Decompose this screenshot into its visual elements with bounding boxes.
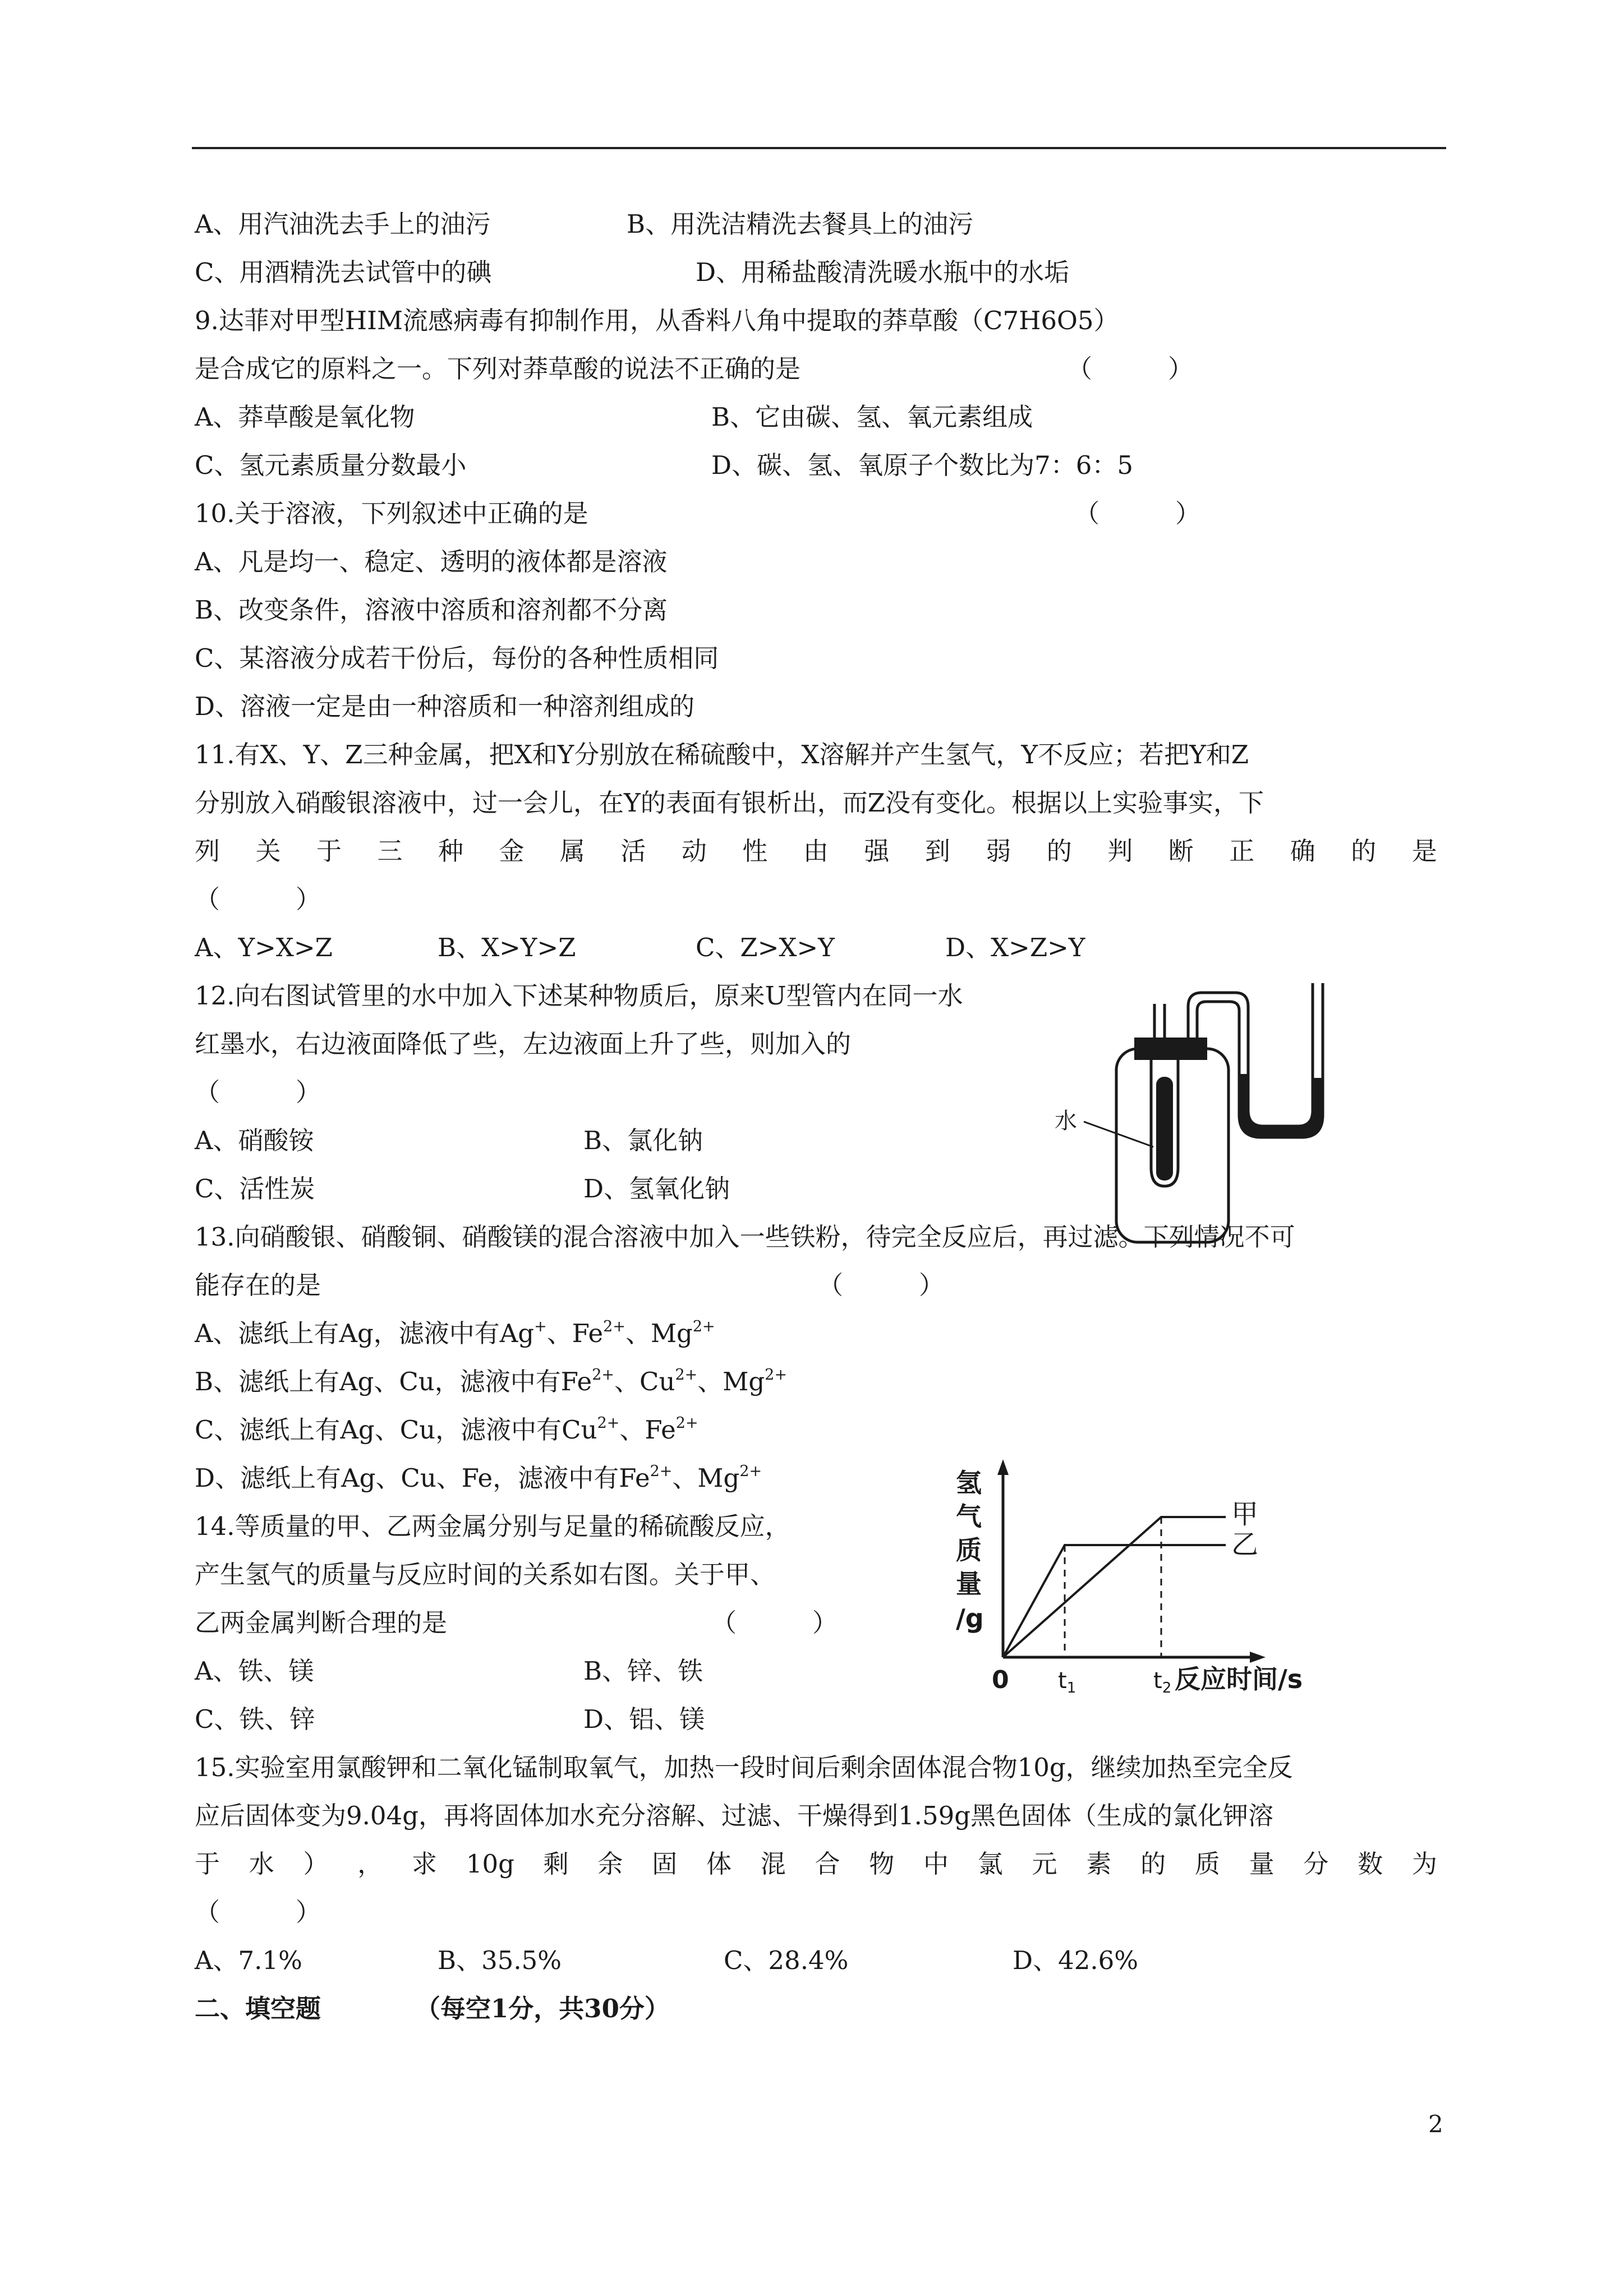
stem-char: 活 bbox=[620, 836, 646, 866]
q12-option-a: A、硝酸铵 bbox=[195, 1126, 314, 1155]
tick-label-t1: $t_1$ bbox=[1058, 1668, 1076, 1696]
stem-char: 的 bbox=[1140, 1849, 1166, 1879]
stem-char: 物 bbox=[869, 1849, 895, 1879]
y-axis-label-char-5: /g bbox=[956, 1603, 984, 1634]
stem-char: 水 bbox=[249, 1849, 274, 1879]
series-jia-label: 甲 bbox=[1231, 1499, 1259, 1530]
stem-char: ， bbox=[357, 1849, 383, 1879]
q13-answer-paren: （ ） bbox=[818, 1270, 945, 1300]
q9-answer-paren: （ ） bbox=[1067, 354, 1194, 384]
q9-stem-line2: 是合成它的原料之一。下列对莽草酸的说法不正确的是 bbox=[195, 354, 801, 384]
q13-option-a: A、滤纸上有Ag，滤液中有Ag+、$Fe^{2+}$、$Mg^{2+}$ bbox=[195, 1318, 715, 1348]
stem-char: 种 bbox=[438, 836, 463, 866]
stem-char: 关 bbox=[255, 836, 281, 866]
q11-stem-line3 bbox=[195, 835, 1437, 868]
y-axis-label-char-1: 氢 bbox=[956, 1468, 982, 1498]
y-axis-arrow bbox=[997, 1459, 1009, 1475]
series-jia-line bbox=[1003, 1517, 1226, 1657]
q11-option-c: C、Z>X>Y bbox=[696, 933, 835, 962]
q14-stem-line2: 产生氢气的质量与反应时间的关系如右图。关于甲、 bbox=[195, 1560, 776, 1589]
test-tube-water bbox=[1156, 1077, 1173, 1181]
q11-answer-paren: （ ） bbox=[195, 884, 321, 914]
q10-option-c: C、某溶液分成若干份后，每份的各种性质相同 bbox=[195, 643, 719, 673]
stem-char: 数 bbox=[1358, 1849, 1383, 1879]
q10-answer-paren: （ ） bbox=[1074, 499, 1201, 528]
q8-option-b: B、用洗洁精洗去餐具上的油污 bbox=[627, 209, 974, 239]
stem-char: 为 bbox=[1411, 1849, 1437, 1879]
q13-option-b: B、滤纸上有Ag、Cu，滤液中有$Fe^{2+}$、$Cu^{2+}$、$Mg^{2+}$ bbox=[195, 1366, 787, 1396]
stem-char: 合 bbox=[815, 1849, 840, 1879]
stem-char: ） bbox=[303, 1849, 329, 1879]
q14-option-a: A、铁、镁 bbox=[195, 1656, 314, 1686]
stem-char: 混 bbox=[760, 1849, 786, 1879]
stem-char: 确 bbox=[1290, 836, 1315, 866]
q9-option-c: C、氢元素质量分数最小 bbox=[195, 450, 467, 480]
y-axis-label-char-4: 量 bbox=[956, 1569, 982, 1599]
q12-option-d: D、氢氧化钠 bbox=[583, 1174, 730, 1204]
stem-char: 由 bbox=[803, 836, 829, 866]
q13-stem-line2: 能存在的是 bbox=[195, 1270, 321, 1300]
q12-answer-paren: （ ） bbox=[195, 1077, 321, 1107]
q13-stem-line1: 13.向硝酸银、硝酸铜、硝酸镁的混合溶液中加入一些铁粉，待完全反应后，再过滤。下列情况不可 bbox=[195, 1222, 1295, 1252]
header-rule bbox=[192, 147, 1446, 149]
q11-option-a: A、Y>X>Z bbox=[195, 933, 333, 962]
stem-char: 判 bbox=[1107, 836, 1133, 866]
tick-label-t2: $t_2$ bbox=[1153, 1668, 1172, 1696]
water-label: 水 bbox=[1055, 1108, 1077, 1134]
stem-char: 正 bbox=[1229, 836, 1255, 866]
stem-char: 求 bbox=[412, 1849, 438, 1879]
q9-stem-line1: 9.达菲对甲型HIM流感病毒有抑制作用，从香料八角中提取的莽草酸（C7H6O5） bbox=[195, 306, 1119, 335]
stem-char: 分 bbox=[1303, 1849, 1329, 1879]
stem-char: 于 bbox=[195, 1849, 220, 1879]
q14-answer-paren: （ ） bbox=[711, 1608, 838, 1638]
q8-option-d: D、用稀盐酸清洗暖水瓶中的水垢 bbox=[696, 257, 1070, 287]
stem-char: 剩 bbox=[543, 1849, 569, 1879]
stem-char: 质 bbox=[1194, 1849, 1220, 1879]
q8-option-a: A、用汽油洗去手上的油污 bbox=[195, 209, 491, 239]
stem-char: 到 bbox=[924, 836, 950, 866]
stem-char: 固 bbox=[652, 1849, 678, 1879]
q11-option-d: D、X>Z>Y bbox=[945, 933, 1085, 962]
q15-stem-line3 bbox=[195, 1847, 1437, 1881]
red-ink-liquid bbox=[1239, 1074, 1323, 1137]
stem-char: 弱 bbox=[986, 836, 1011, 866]
series-yi-line bbox=[1003, 1545, 1226, 1657]
stem-char: 量 bbox=[1249, 1849, 1275, 1879]
x-axis-label: 反应时间/s bbox=[1175, 1664, 1303, 1694]
q15-option-d: D、42.6% bbox=[1013, 1945, 1139, 1975]
stem-char: 三 bbox=[377, 836, 403, 866]
stem-char: 中 bbox=[923, 1849, 949, 1879]
stem-char: 性 bbox=[742, 836, 768, 866]
q9-option-d: D、碳、氢、氧原子个数比为7：6：5 bbox=[711, 450, 1133, 480]
q12-stem-line2: 红墨水，右边液面降低了些，左边液面上升了些，则加入的 bbox=[195, 1029, 852, 1059]
origin-label: 0 bbox=[992, 1666, 1009, 1694]
q12-option-c: C、活性炭 bbox=[195, 1174, 315, 1204]
q15-stem-line2: 应后固体变为9.04g，再将固体加水充分溶解、过滤、干燥得到1.59g黑色固体（生成的氯化钾溶 bbox=[195, 1801, 1274, 1831]
u-tube bbox=[1239, 983, 1323, 1137]
stem-char: 是 bbox=[1411, 836, 1437, 866]
q11-option-b: B、X>Y>Z bbox=[438, 933, 576, 962]
q10-stem: 10.关于溶液，下列叙述中正确的是 bbox=[195, 499, 588, 528]
q8-option-c: C、用酒精洗去试管中的碘 bbox=[195, 257, 492, 287]
q12-option-b: B、氯化钠 bbox=[583, 1126, 703, 1155]
q14-option-b: B、锌、铁 bbox=[583, 1656, 703, 1686]
y-axis-label-char-2: 气 bbox=[956, 1501, 982, 1532]
q11-stem-line1: 11.有X、Y、Z三种金属，把X和Y分别放在稀硫酸中，X溶解并产生氢气，Y不反应；若把Y和Z bbox=[195, 740, 1249, 769]
stem-char: 素 bbox=[1086, 1849, 1112, 1879]
q12-stem-line1: 12.向右图试管里的水中加入下述某种物质后，原来U型管内在同一水 bbox=[195, 981, 963, 1011]
q9-option-b: B、它由碳、氢、氧元素组成 bbox=[711, 402, 1033, 432]
stem-char: 余 bbox=[597, 1849, 623, 1879]
stem-char: 氯 bbox=[977, 1849, 1003, 1879]
stem-char: 动 bbox=[681, 836, 707, 866]
q9-option-a: A、莽草酸是氧化物 bbox=[195, 402, 415, 432]
stem-char: 属 bbox=[559, 836, 585, 866]
stem-char: 金 bbox=[499, 836, 525, 866]
stem-char: 断 bbox=[1168, 836, 1194, 866]
stem-char: 列 bbox=[195, 836, 220, 866]
q15-answer-paren: （ ） bbox=[195, 1897, 321, 1927]
q14-stem-line1: 14.等质量的甲、乙两金属分别与足量的稀硫酸反应， bbox=[195, 1511, 790, 1541]
q15-stem-line1: 15.实验室用氯酸钾和二氧化锰制取氧气，加热一段时间后剩余固体混合物10g，继续加热至完全反 bbox=[195, 1753, 1293, 1782]
section-2-note: （每空1分，共30分） bbox=[415, 1994, 670, 2023]
q13-option-c: C、滤纸上有Ag、Cu，滤液中有$Cu^{2+}$、$Fe^{2+}$ bbox=[195, 1414, 698, 1445]
q15-option-c: C、28.4% bbox=[724, 1945, 849, 1975]
stem-char: 的 bbox=[1046, 836, 1072, 866]
q14-stem-line3: 乙两金属判断合理的是 bbox=[195, 1608, 448, 1638]
section-2-title: 二、填空题 bbox=[195, 1994, 321, 2023]
q15-option-b: B、35.5% bbox=[438, 1945, 562, 1975]
q11-stem-line2: 分别放入硝酸银溶液中，过一会儿，在Y的表面有银析出，而Z没有变化。根据以上实验事实，下 bbox=[195, 788, 1264, 818]
hydrogen-mass-chart bbox=[954, 1453, 1346, 1716]
q14-option-d: D、铝、镁 bbox=[583, 1704, 705, 1734]
q15-option-a: A、7.1% bbox=[195, 1945, 302, 1975]
stem-char: 10g bbox=[466, 1849, 514, 1879]
y-axis-label-char-3: 质 bbox=[956, 1535, 982, 1565]
stem-char: 于 bbox=[316, 836, 342, 866]
q10-option-b: B、改变条件，溶液中溶质和溶剂都不分离 bbox=[195, 595, 668, 625]
q10-option-a: A、凡是均一、稳定、透明的液体都是溶液 bbox=[195, 547, 668, 577]
q10-option-d: D、溶液一定是由一种溶质和一种溶剂组成的 bbox=[195, 691, 695, 721]
q13-option-d: D、滤纸上有Ag、Cu、Fe，滤液中有$Fe^{2+}$、$Mg^{2+}$ bbox=[195, 1463, 762, 1493]
q14-option-c: C、铁、锌 bbox=[195, 1704, 315, 1734]
page-number: 2 bbox=[1428, 2110, 1443, 2138]
stem-char: 元 bbox=[1032, 1849, 1057, 1879]
stem-char: 的 bbox=[1351, 836, 1377, 866]
x-axis-arrow bbox=[1250, 1652, 1266, 1663]
stem-char: 强 bbox=[864, 836, 890, 866]
stem-char: 体 bbox=[706, 1849, 732, 1879]
series-yi-label: 乙 bbox=[1231, 1529, 1259, 1560]
